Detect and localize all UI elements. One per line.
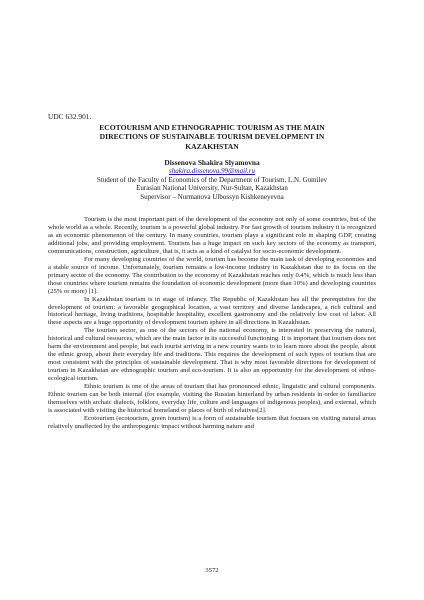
- udc-code: UDC 632.901.: [48, 112, 92, 121]
- title-line: ECOTOURISM AND ETHNOGRAPHIC TOURISM AS THE MAIN: [99, 123, 325, 132]
- body-paragraph: The tourism sector, as one of the sectors of the national economy, is interested in preserving the natural, historical and cultural resources, which are the main factor in its successful functioning. It is important that tourism does not harm the environment and people, but each tourist arriving in a new country wants to to learn more about the people, about the ethnic group, about their everyday life and traditions. This requires the development of such types of tourism that are most consistent with the principles of sustainable development. That is why most favorable directions for development of tourism in Kazakhstan are ethnographic tourism and eco-tourism. It is also an opportunity for the development of ethno-ecological tourism.: [48, 327, 376, 383]
- page-number: 3572: [205, 567, 219, 574]
- title-line: DIRECTIONS OF SUSTAINABLE TOURISM DEVELOPMENT IN: [99, 132, 325, 142]
- body-paragraph: In Kazakhstan tourism is in stage of infancy. The Republic of Kazakhstan has all the prerequisites for the development of tourism: a favorable geographical location, a vast territory and diverse landscapes, a rich cultural and historical heritage, living traditions, hospitable hospitality, excellent gastronomy and the relatively low cost of labor. All these aspects are a huge opportunity of development tourism sphere in all directions in Kazakhstan.: [48, 295, 376, 327]
- affiliation-line: Eurasian National University, Nur-Sultan, Kazakhstan: [136, 184, 288, 193]
- author-affiliation: [48, 176, 376, 201]
- affiliation-line: Student of the Faculty of Economics of the Department of Tourism, L.N. Gumilev: [96, 175, 328, 184]
- title-line: KAZAKHSTAN: [185, 141, 239, 151]
- body-paragraph: Ethnic tourism is one of the areas of tourism that has pronounced ethnic, linguistic and cultural components. Ethnic tourism can be both internal (for example, visiting the Russian hinterland by urban residents in order to familiarize themselves with archaic dialects, folklore, everyday life, culture and languages of indigenous peoples), and external, which is associated with visiting the historical homeland or places of birth of relatives[2].: [48, 383, 376, 414]
- affiliation-line: Supervisor – Nurmanova Ulbossyn Kishkeneyevna: [140, 192, 284, 201]
- paper-title: [54, 123, 370, 151]
- author-email-link[interactable]: shakira.dissenova.99@mail.ru: [169, 167, 255, 176]
- body-paragraph: Tourism is the most important part of the development of the economy not only of some countries, but of the whole world as a whole. Recently, tourism is a powerful global industry. For fast growth of tourism industry it is recognized as an economic phenomenon of the century. In many countries, tourism plays a significant role in shaping GDP, creating additional jobs, and providing employment. Tourism has a huge impact on such key sectors of the economy as transport, communications, construction, agriculture, that is, it acts as a kind of catalyst for socio-economic development.: [48, 216, 376, 255]
- body-paragraph: For many developing countries of the world, tourism has become the main task of developing economies and a stable source of income. Unfortunately, tourism remains a low-income industry in Kazakhstan due to its focus on the primary sector of the economy. The contribution to the economy of Kazakhstan reaches only 0.4%, which is much less than those countries where tourism remains the foundation of economic development (more than 10%) and developing countries (25% or more) [1].: [48, 255, 376, 295]
- body-text: [48, 216, 376, 431]
- body-paragraph: Ecotourism (ecotourism, green tourism) is a form of sustainable tourism that focuses on visiting natural areas relatively unaffected by the anthropogenic impact without harming nature and: [48, 414, 376, 430]
- author-name: Dissenova Shakira Slyamovna: [164, 158, 260, 168]
